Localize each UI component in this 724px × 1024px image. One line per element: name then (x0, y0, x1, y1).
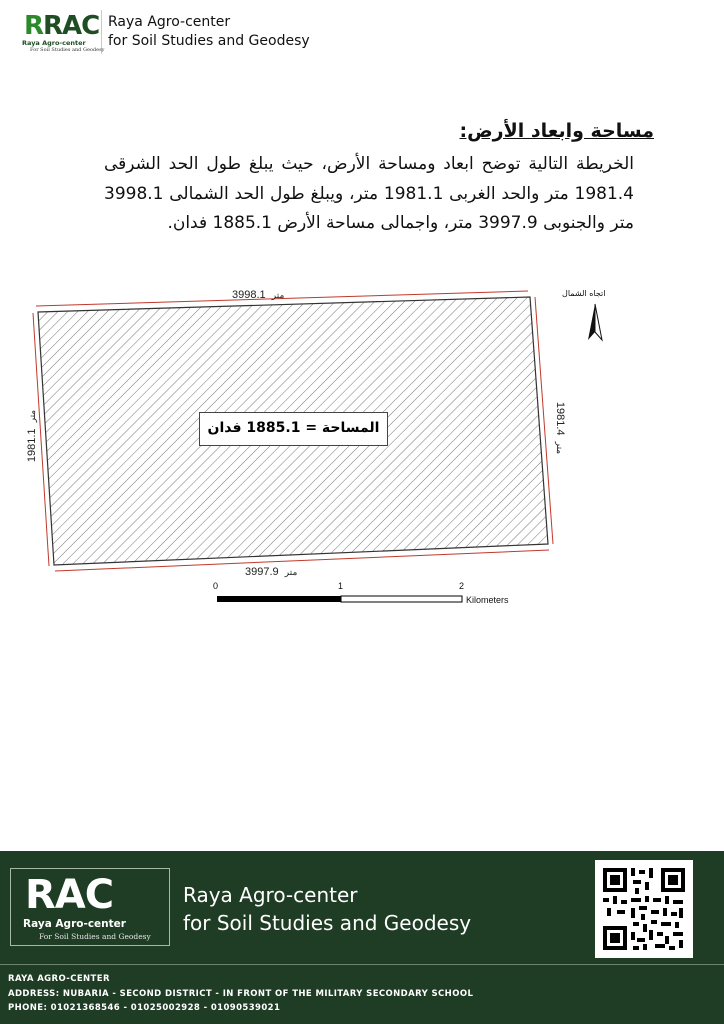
scale-tick-0: 0 (213, 581, 219, 591)
north-length-unit: متر (271, 290, 285, 300)
footer-info-name: RAYA AGRO-CENTER (8, 974, 110, 984)
north-length-label (232, 289, 284, 301)
north-label: اتجاه الشمال (562, 289, 606, 298)
south-length-unit: متر (284, 567, 298, 577)
footer-company-name (183, 881, 471, 937)
section-paragraph: الخريطة التالية توضح ابعاد ومساحة الأرض، حيث يبلغ طول الحد الشرقى 1981.4 متر والحد الغربى 1981.1 متر، ويبلغ طول الحد الشمالى 3998.1 متر والجنوبى 3997.9 متر، واجمالى مساحة الأرض 1885.1 فدان. (104, 154, 634, 233)
scale-unit: Kilometers (466, 595, 509, 605)
company-line-2: for Soil Studies and Geodesy (108, 33, 310, 49)
section-title: مساحة وابعاد الأرض: (459, 120, 654, 142)
footer-logo-subtitle: Raya Agro-center (23, 918, 126, 930)
footer-info-phone: PHONE: 01021368546 - 01025002928 - 01090539021 (8, 1003, 281, 1013)
footer-company-line-2: for Soil Studies and Geodesy (183, 911, 472, 935)
scale-bar (217, 596, 462, 602)
footer-contact-info (8, 972, 473, 1016)
east-length-value: 1981.4 (554, 401, 566, 436)
company-line-1: Raya Agro-center (108, 14, 231, 30)
west-length-label (26, 396, 38, 476)
parcel-map (0, 280, 724, 620)
qr-code-graphic (595, 860, 693, 958)
scale-tick-1: 1 (338, 581, 344, 591)
qr-code-icon[interactable] (595, 860, 693, 958)
footer-divider (0, 964, 724, 965)
east-length-label (554, 388, 566, 468)
footer-logo-mark: RAC (25, 872, 114, 918)
west-length-unit: متر (27, 409, 37, 423)
logo-tagline: For Soil Studies and Geodesy (30, 47, 105, 53)
header-logo (20, 10, 105, 54)
west-length-value: 1981.1 (26, 428, 38, 463)
logo-mark: RRAC (24, 11, 100, 41)
north-length-value: 3998.1 (232, 289, 266, 301)
footer-company-line-1: Raya Agro-center (183, 883, 358, 907)
parcel-map-drawing (0, 280, 724, 620)
east-length-unit: متر (555, 441, 565, 455)
footer-info-address: ADDRESS: NUBARIA - SECOND DISTRICT - IN FRONT OF THE MILITARY SECONDARY SCHOOL (8, 988, 474, 999)
north-arrow-icon (588, 304, 602, 340)
footer-logo (10, 868, 170, 946)
footer (0, 851, 724, 1024)
footer-logo-tagline: For Soil Studies and Geodesy (39, 932, 151, 941)
south-length-value: 3997.9 (245, 566, 279, 578)
scale-tick-2: 2 (459, 581, 465, 591)
logo-mark-text: RAC (43, 11, 100, 41)
header-company-name (108, 13, 310, 51)
area-label: المساحة = 1885.1 فدان (199, 412, 388, 446)
south-length-label (245, 566, 297, 578)
logo-subtitle: Raya Agro-center (22, 39, 86, 47)
